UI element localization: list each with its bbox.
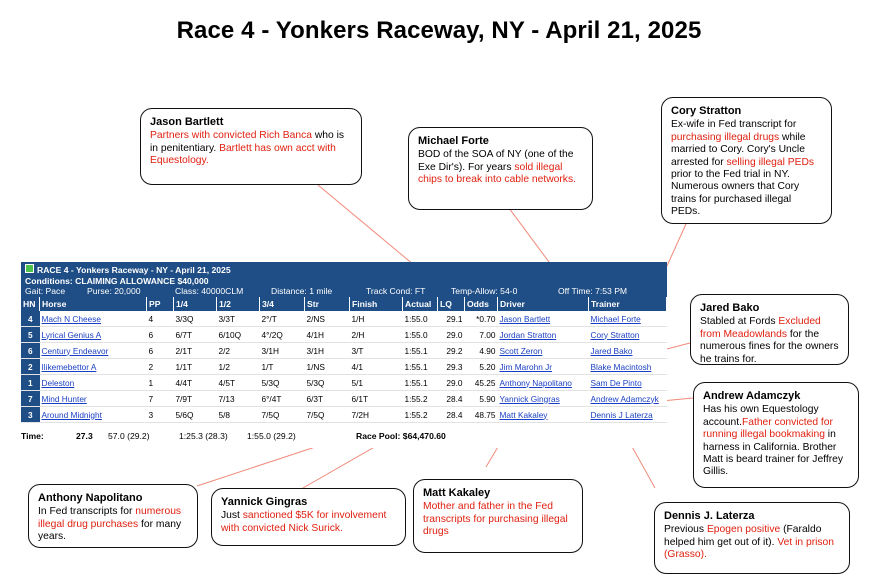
trainer-link[interactable]: Andrew Adamczyk xyxy=(590,393,659,404)
callout-name: Cory Stratton xyxy=(671,105,742,117)
callout-text: Just xyxy=(221,510,243,522)
callout-text: who is in penitentiary. xyxy=(150,130,345,154)
cell-act: 1:55.2 xyxy=(403,391,438,407)
cell-q2: 3/3T xyxy=(217,311,260,327)
driver-link[interactable]: Scott Zeron xyxy=(499,345,543,356)
callout-text: Bartlett has own acct with Equestology. xyxy=(150,142,336,167)
race-marker-icon xyxy=(25,264,34,273)
trainer-link[interactable]: Michael Forte xyxy=(590,313,641,324)
cell-horse xyxy=(40,407,147,423)
callout-text: Has his own Equestology account. xyxy=(703,404,819,428)
callout-text: for many years. xyxy=(38,518,182,543)
table-row xyxy=(21,407,667,423)
cell-pp: 1 xyxy=(147,375,174,391)
table-row xyxy=(21,359,667,375)
cell-q2: 7/13 xyxy=(217,391,260,407)
cell-str: 2/NS xyxy=(305,311,350,327)
cell-q1: 4/4T xyxy=(174,375,217,391)
cell-odds: 48.75 xyxy=(465,407,498,423)
callout-text: in harness in California. Brother Matt is beard trainer for Jeffrey Gillis. xyxy=(703,429,844,478)
cell-trainer xyxy=(589,407,667,423)
time-half: 57.0 (29.2) xyxy=(108,431,150,441)
cell-q2: 4/5T xyxy=(217,375,260,391)
callout-text: Previous xyxy=(664,524,707,536)
cell-lq: 29.1 xyxy=(438,311,465,327)
cell-pp: 6 xyxy=(147,327,174,343)
col-odds: Odds xyxy=(465,297,498,311)
callout-text: BOD of the SOA of NY (one of the Exe Dir's). For years xyxy=(418,149,574,173)
cell-horse xyxy=(40,359,147,375)
cell-q3: 7/5Q xyxy=(260,407,305,423)
cell-q3: 3/1H xyxy=(260,343,305,359)
cell-str: 6/3T xyxy=(305,391,350,407)
trainer-link[interactable]: Cory Stratton xyxy=(590,329,640,340)
cell-trainer xyxy=(589,375,667,391)
callout-text: for the numerous fines for the owners he trains for. xyxy=(700,328,839,365)
callout-text: selling illegal PEDs xyxy=(726,156,815,168)
callout-anthony-napolitano xyxy=(28,484,198,548)
cell-driver xyxy=(498,359,589,375)
trainer-link[interactable]: Blake Macintosh xyxy=(590,361,652,372)
cell-driver xyxy=(498,343,589,359)
col-hn: HN xyxy=(21,297,40,311)
cell-fin: 2/H xyxy=(350,327,403,343)
race-card-header xyxy=(21,262,667,297)
callout-text: Excluded from Meadowlands xyxy=(700,316,821,340)
cell-lq: 28.4 xyxy=(438,407,465,423)
cell-act: 1:55.2 xyxy=(403,407,438,423)
callout-jared-bako xyxy=(690,294,849,365)
cell-trainer xyxy=(589,343,667,359)
cell-odds: 5.20 xyxy=(465,359,498,375)
time-label: Time: xyxy=(21,431,44,441)
cell-lq: 28.4 xyxy=(438,391,465,407)
callout-name: Jason Bartlett xyxy=(150,116,224,128)
callout-text: Mother and father in the Fed transcripts for purchasing illegal drugs xyxy=(423,501,568,538)
table-row xyxy=(21,343,667,359)
cell-fin: 7/2H xyxy=(350,407,403,423)
cell-horse xyxy=(40,375,147,391)
results-header-row xyxy=(21,297,667,311)
callout-jason-bartlett xyxy=(140,108,362,185)
cell-fin: 3/T xyxy=(350,343,403,359)
callout-name: Dennis J. Laterza xyxy=(664,510,755,522)
time-quarter: 27.3 xyxy=(76,431,93,441)
callout-name: Jared Bako xyxy=(700,302,760,314)
cell-trainer xyxy=(589,359,667,375)
cell-act: 1:55.1 xyxy=(403,343,438,359)
callout-text: Epogen positive xyxy=(706,524,781,536)
cell-fin: 4/1 xyxy=(350,359,403,375)
driver-link[interactable]: Jordan Stratton xyxy=(499,329,557,340)
table-row xyxy=(21,375,667,391)
cell-act: 1:55.1 xyxy=(403,359,438,375)
cell-horse xyxy=(40,343,147,359)
page-title: Race 4 - Yonkers Raceway, NY - April 21, 2025 xyxy=(176,17,702,44)
cell-fin: 5/1 xyxy=(350,375,403,391)
results-table xyxy=(21,297,667,423)
cell-pp: 3 xyxy=(147,407,174,423)
callout-text: Stabled at Fords xyxy=(700,316,779,328)
horse-link[interactable]: Century Endeavor xyxy=(41,345,109,356)
race-conditions: Conditions: CLAIMING ALLOWANCE $40,000 xyxy=(25,275,209,286)
trainer-link[interactable]: Dennis J Laterza xyxy=(590,409,653,420)
horse-link[interactable]: Ilikemebettor A xyxy=(41,361,97,372)
cell-fin: 1/H xyxy=(350,311,403,327)
cell-hn: 5 xyxy=(21,327,40,343)
driver-link[interactable]: Anthony Napolitano xyxy=(499,377,572,388)
trainer-link[interactable]: Sam De Pinto xyxy=(590,377,642,388)
callout-text: In Fed transcripts for xyxy=(38,506,136,518)
cell-trainer xyxy=(589,311,667,327)
callout-cory-stratton xyxy=(661,97,832,224)
cell-lq: 29.0 xyxy=(438,327,465,343)
race-purse: Purse: 20,000 xyxy=(87,286,141,296)
callout-text: sold illegal chips to break into cable networks. xyxy=(418,161,576,186)
race-times xyxy=(21,431,667,443)
cell-odds: 45.25 xyxy=(465,375,498,391)
col-horse: Horse xyxy=(40,297,147,311)
table-row xyxy=(21,391,667,407)
cell-q3: 5/3Q xyxy=(260,375,305,391)
cell-hn: 4 xyxy=(21,311,40,327)
race-distance: Distance: 1 mile xyxy=(271,286,333,296)
callout-text: prior to the Fed trial in NY. Numerous owners that Cory trains for purchased illegal PEDs. xyxy=(671,169,800,218)
callout-name: Yannick Gingras xyxy=(221,496,308,508)
col-pp: PP xyxy=(147,297,174,311)
cell-str: 5/3Q xyxy=(305,375,350,391)
cell-str: 1/NS xyxy=(305,359,350,375)
cell-act: 1:55.0 xyxy=(403,311,438,327)
cell-q2: 6/10Q xyxy=(217,327,260,343)
race-class: Class: 40000CLM xyxy=(175,286,244,296)
callout-text: while married to Cory. Cory's Uncle arrested for xyxy=(671,131,806,168)
cell-driver xyxy=(498,407,589,423)
callout-text: sanctioned $5K for involvement with convicted Nick Surick. xyxy=(221,510,387,534)
callout-name: Andrew Adamczyk xyxy=(703,390,801,402)
cell-lq: 29.0 xyxy=(438,375,465,391)
callout-text: Vet in prison (Grasso). xyxy=(664,536,835,561)
trainer-link[interactable]: Jared Bako xyxy=(590,345,633,356)
cell-q1: 6/7T xyxy=(174,327,217,343)
cell-lq: 29.2 xyxy=(438,343,465,359)
col-finish: Finish xyxy=(350,297,403,311)
cell-odds: 5.90 xyxy=(465,391,498,407)
callout-text: Partners with convicted Rich Banca xyxy=(150,130,312,142)
cell-driver xyxy=(498,391,589,407)
table-row xyxy=(21,311,667,327)
callout-dennis-laterza xyxy=(654,502,850,574)
race-gait: Gait: Pace xyxy=(25,286,66,296)
race-pool: Race Pool: $64,470.60 xyxy=(356,431,446,441)
callout-yannick-gingras xyxy=(211,488,406,546)
cell-str: 3/1H xyxy=(305,343,350,359)
cell-driver xyxy=(498,311,589,327)
cell-q1: 7/9T xyxy=(174,391,217,407)
cell-trainer xyxy=(589,327,667,343)
cell-q3: 2°/T xyxy=(260,311,305,327)
cell-odds: 4.90 xyxy=(465,343,498,359)
race-card xyxy=(21,262,667,448)
callout-name: Michael Forte xyxy=(418,135,489,147)
horse-link[interactable]: Around Midnight xyxy=(41,409,102,420)
race-track-cond: Track Cond: FT xyxy=(366,286,426,296)
cell-q1: 2/1T xyxy=(174,343,217,359)
cell-fin: 6/1T xyxy=(350,391,403,407)
callout-name: Anthony Napolitano xyxy=(38,492,143,504)
cell-hn: 1 xyxy=(21,375,40,391)
cell-q2: 5/8 xyxy=(217,407,260,423)
cell-lq: 29.3 xyxy=(438,359,465,375)
cell-pp: 7 xyxy=(147,391,174,407)
driver-link[interactable]: Jim Marohn Jr xyxy=(499,361,553,372)
race-temp: Temp-Allow: 54-0 xyxy=(451,286,518,296)
cell-pp: 6 xyxy=(147,343,174,359)
cell-q1: 5/6Q xyxy=(174,407,217,423)
cell-q3: 4°/2Q xyxy=(260,327,305,343)
callout-text: (Faraldo helped him get out of it). xyxy=(664,524,822,548)
horse-link[interactable]: Lyrical Genius A xyxy=(41,329,102,340)
race-off-time: Off Time: 7:53 PM xyxy=(558,286,628,296)
col-q1: 1/4 xyxy=(174,297,217,311)
cell-q2: 1/2 xyxy=(217,359,260,375)
cell-q3: 1/T xyxy=(260,359,305,375)
cell-str: 4/1H xyxy=(305,327,350,343)
cell-pp: 2 xyxy=(147,359,174,375)
cell-horse xyxy=(40,311,147,327)
col-actual: Actual xyxy=(403,297,438,311)
callout-matt-kakaley xyxy=(413,479,583,553)
time-final: 1:55.0 (29.2) xyxy=(247,431,296,441)
callout-text: numerous illegal drug purchases xyxy=(38,506,182,530)
col-q3: 3/4 xyxy=(260,297,305,311)
cell-act: 1:55.1 xyxy=(403,375,438,391)
cell-str: 7/5Q xyxy=(305,407,350,423)
col-trainer: Trainer xyxy=(589,297,667,311)
cell-horse xyxy=(40,327,147,343)
callout-text: Father convicted for running illegal bookmaking xyxy=(703,416,833,441)
cell-hn: 2 xyxy=(21,359,40,375)
col-driver: Driver xyxy=(498,297,589,311)
callout-text: Ex-wife in Fed transcript for xyxy=(671,119,797,131)
race-heading: RACE 4 - Yonkers Raceway - NY - April 21, 2025 xyxy=(37,265,231,275)
callout-michael-forte xyxy=(408,127,593,210)
cell-hn: 6 xyxy=(21,343,40,359)
table-row xyxy=(21,327,667,343)
cell-q3: 6°/4T xyxy=(260,391,305,407)
cell-q2: 2/2 xyxy=(217,343,260,359)
callout-text: purchasing illegal drugs xyxy=(671,131,780,143)
cell-pp: 4 xyxy=(147,311,174,327)
cell-act: 1:55.0 xyxy=(403,327,438,343)
horse-link[interactable]: Mach N Cheese xyxy=(41,313,101,324)
cell-odds: 7.00 xyxy=(465,327,498,343)
cell-hn: 3 xyxy=(21,407,40,423)
col-lq: LQ xyxy=(438,297,465,311)
cell-driver xyxy=(498,327,589,343)
cell-q1: 1/1T xyxy=(174,359,217,375)
driver-link[interactable]: Jason Bartlett xyxy=(499,313,551,324)
cell-horse xyxy=(40,391,147,407)
cell-q1: 3/3Q xyxy=(174,311,217,327)
horse-link[interactable]: Deleston xyxy=(41,377,75,388)
cell-trainer xyxy=(589,391,667,407)
cell-driver xyxy=(498,375,589,391)
driver-link[interactable]: Matt Kakaley xyxy=(499,409,548,420)
callout-andrew-adamczyk xyxy=(693,382,859,488)
cell-odds: *0.70 xyxy=(465,311,498,327)
col-str: Str xyxy=(305,297,350,311)
horse-link[interactable]: Mind Hunter xyxy=(41,393,87,404)
time-three-quarter: 1:25.3 (28.3) xyxy=(179,431,228,441)
driver-link[interactable]: Yannick Gingras xyxy=(499,393,560,404)
cell-hn: 7 xyxy=(21,391,40,407)
col-q2: 1/2 xyxy=(217,297,260,311)
callout-name: Matt Kakaley xyxy=(423,487,491,499)
